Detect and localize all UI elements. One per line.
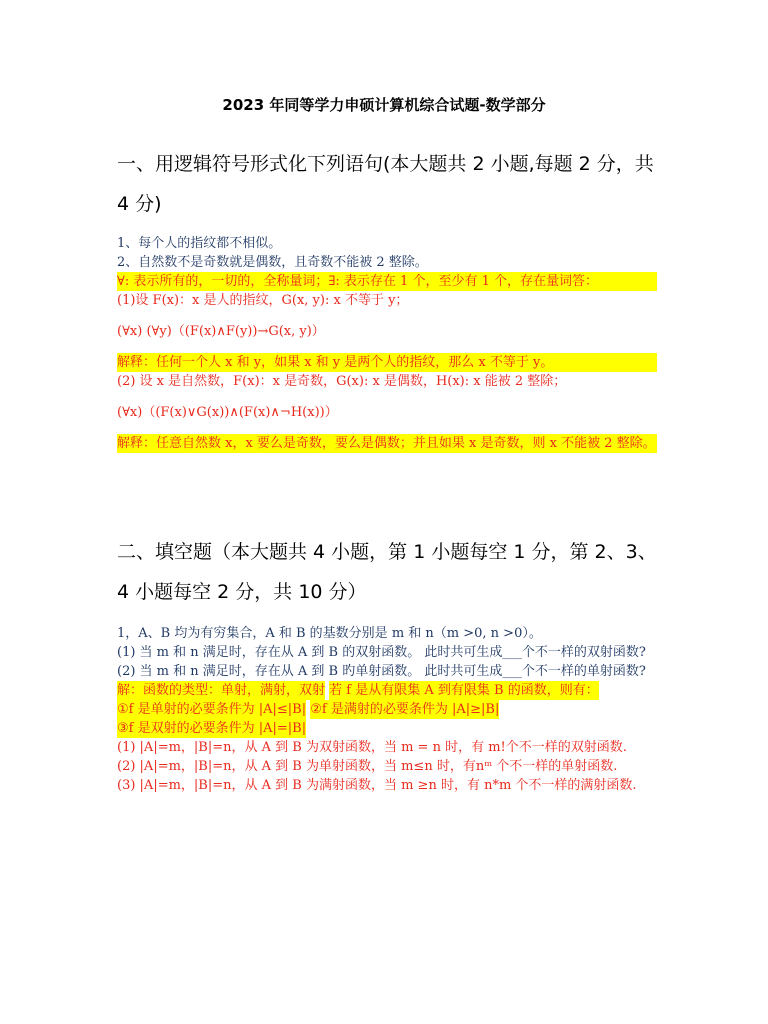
answer-if-statement: 若 f 是从有限集 A 到有限集 B 的函数，则有：	[329, 683, 599, 698]
answer-result-1: (1) |A|=m，|B|=n，从 A 到 B 为双射函数，当 m = n 时，有 m!个不一样的双射函数.	[117, 740, 627, 755]
section1-heading: 一、用逻辑符号形式化下列语句(本大题共 2 小题,每题 2 分，共 4 分)	[117, 153, 654, 215]
answer-2-explanation: 解释：任意自然数 x，x 要么是奇数，要么是偶数；并且如果 x 是奇数，则 x 不能被 2 整除。	[117, 436, 656, 451]
answer-1-formula: (∀x) (∀y)（(F(x)∧F(y))→G(x, y)）	[117, 324, 325, 339]
question-part-1: (1) 当 m 和 n 满足时，存在从 A 到 B 的双射函数。 此时共可生成___个不一样的双射函数?	[117, 645, 646, 660]
answer-1-explanation: 解释：任何一个人 x 和 y，如果 x 和 y 是两个人的指纹，那么 x 不等于 y。	[117, 353, 657, 372]
answer-2-definition: (2) 设 x 是自然数，F(x)：x 是奇数，G(x): x 是偶数，H(x): x 能被 2 整除；	[117, 374, 567, 389]
section2-heading: 二、填空题（本大题共 4 小题，第 1 小题每空 1 分，第 2、3、4 小题每空 2 分，共 10 分）	[117, 541, 657, 603]
answer-1-definition: (1)设 F(x)：x 是人的指纹，G(x, y): x 不等于 y；	[117, 293, 409, 308]
answer-result-2: (2) |A|=m，|B|=n，从 A 到 B 为单射函数，当 m≤n 时，有nᵐ 个不一样的单射函数.	[117, 759, 618, 774]
answer-condition-injective: ①f 是单射的必要条件为 |A|≤|B|	[117, 702, 307, 717]
document-title: 2023 年同等学力申硕计算机综合试题-数学部分	[222, 96, 546, 114]
question-1: 1、每个人的指纹都不相似。	[117, 236, 282, 251]
answer-condition-bijective: ③f 是双射的必要条件为 |A|=|B|	[117, 721, 307, 736]
answer-condition-surjective: ②f 是满射的必要条件为 |A|≥|B|	[310, 702, 500, 717]
question-part-2: (2) 当 m 和 n 满足时，存在从 A 到 B 旳单射函数。 此时共可生成___个不一样的单射函数?	[117, 664, 646, 679]
question-2: 2、自然数不是奇数就是偶数，且奇数不能被 2 整除。	[117, 255, 428, 270]
section2-body	[117, 624, 657, 795]
section1-body	[117, 234, 657, 453]
quantifier-note: ∀: 表示所有的，一切的，全称量词；∃: 表示存在 1 个，至少有 1 个，存在量词答：	[117, 272, 657, 291]
answer-function-types: 解：函数的类型：单射，满射，双射	[117, 683, 326, 698]
answer-2-formula: (∀x)（(F(x)∨G(x))∧(F(x)∧¬H(x))）	[117, 405, 338, 420]
answer-result-3: (3) |A|=m，|B|=n，从 A 到 B 为满射函数，当 m ≥n 时，有 n*m 个不一样的满射函数.	[117, 778, 637, 793]
question-intro: 1，A、B 均为有穷集合，A 和 B 的基数分别是 m 和 n（m >0, n >0）。	[117, 626, 542, 641]
